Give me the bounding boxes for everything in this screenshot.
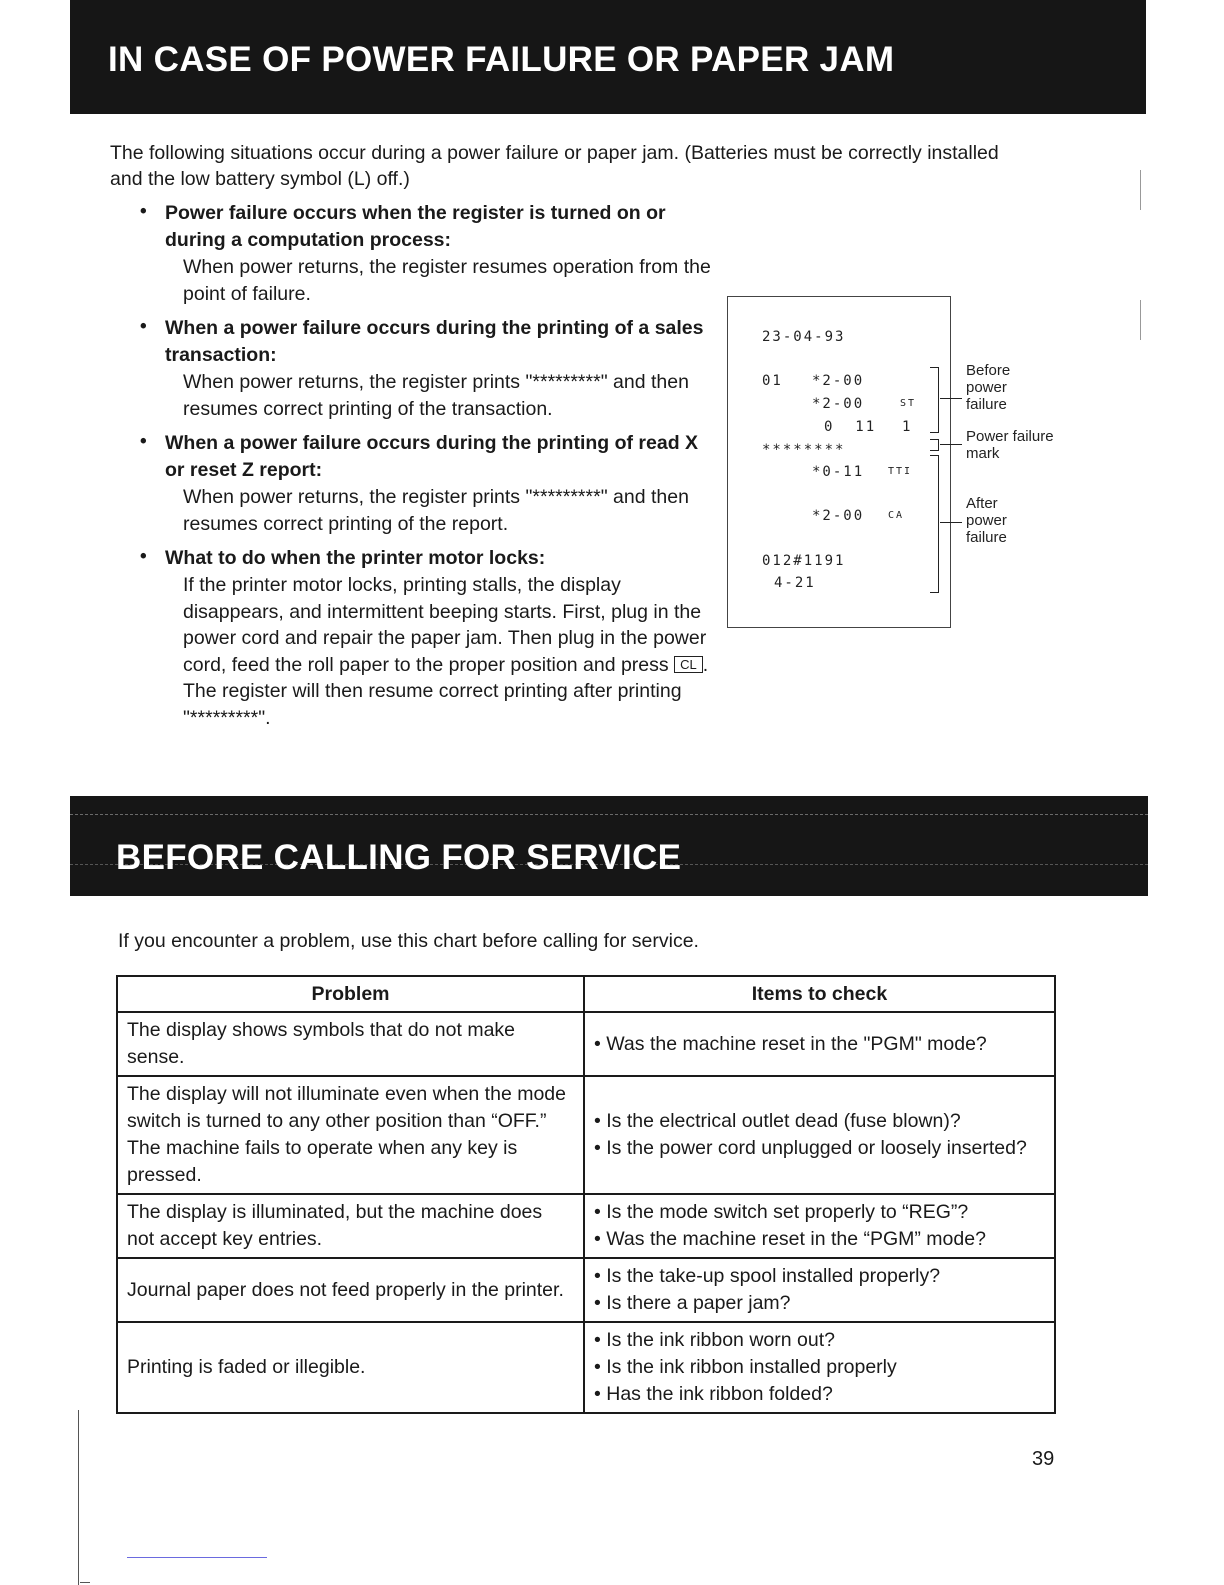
section-banner-power-failure: [70, 0, 1146, 114]
troubleshooting-table: [116, 975, 1056, 1414]
bullet-body: When power returns, the register prints "*********" and then resumes correct printing of the report.: [183, 486, 689, 535]
check-item: • Is there a paper jam?: [594, 1292, 791, 1314]
receipt-tag: TTI: [888, 466, 913, 477]
receipt-tag: ST: [900, 398, 917, 409]
bullet-icon: •: [140, 201, 147, 222]
problem-cell: The display shows symbols that do not make sense.: [117, 1012, 584, 1076]
bullet-body: When power returns, the register prints "*********" and then resumes correct printing of the transaction.: [183, 371, 689, 420]
receipt-line: *2-00: [812, 373, 865, 389]
receipt-failure-mark: ********: [762, 442, 846, 458]
check-item: • Is the mode switch set properly to “REG”?: [594, 1201, 969, 1223]
bullet-icon: •: [140, 546, 147, 567]
problem-cell: Printing is faded or illegible.: [117, 1322, 584, 1413]
section-title: IN CASE OF POWER FAILURE OR PAPER JAM: [108, 40, 895, 79]
table-row: [117, 1322, 1055, 1413]
bracket-before: [930, 367, 939, 433]
receipt-line: 01: [762, 373, 783, 389]
problem-cell: Journal paper does not feed properly in the printer.: [117, 1258, 584, 1322]
bullet-heading: When a power failure occurs during the printing of read X or reset Z report:: [165, 432, 699, 481]
checks-cell: [584, 1012, 1055, 1076]
callout-line: [940, 444, 962, 445]
page-number: 39: [1032, 1448, 1055, 1470]
table-row: [117, 1076, 1055, 1194]
checks-cell: [584, 1076, 1055, 1194]
callout-line: [940, 522, 962, 523]
checks-cell: [584, 1322, 1055, 1413]
margin-rule: [80, 1582, 90, 1583]
bullet-icon: •: [140, 316, 147, 337]
list-item: [140, 430, 715, 537]
cl-key-icon: CL: [674, 656, 703, 673]
section-title: BEFORE CALLING FOR SERVICE: [116, 838, 682, 877]
service-intro: If you encounter a problem, use this chart before calling for service.: [118, 930, 699, 952]
bullet-icon: •: [140, 431, 147, 452]
checks-cell: [584, 1258, 1055, 1322]
callout-before: Before power failure: [966, 362, 1011, 413]
margin-rule: [78, 1410, 79, 1585]
footer-rule: [127, 1557, 267, 1558]
intro-paragraph: The following situations occur during a power failure or paper jam. (Batteries must be correctly installed and the low battery symbol (L) off.): [110, 142, 999, 190]
bullet-body: [165, 572, 715, 731]
receipt-tag: CA: [888, 510, 905, 521]
list-item: [140, 545, 715, 731]
check-item: • Is the ink ribbon worn out?: [594, 1329, 835, 1351]
body-text: . The register will then resume correct printing after printing "*********".: [183, 653, 709, 729]
callout-mark: Power failure mark: [966, 428, 1054, 462]
section-banner-service: [70, 796, 1148, 896]
receipt-date: 23-04-93: [762, 329, 846, 345]
list-item: [140, 315, 715, 422]
receipt-line: *2-00: [812, 508, 865, 524]
problem-cell: The display will not illuminate even when the mode switch is turned to any other position than “OFF.” The machine fails to operate when any key is pressed.: [117, 1076, 584, 1194]
bullet-list: [140, 200, 715, 739]
bullet-heading: Power failure occurs when the register is turned on or during a computation process:: [165, 202, 666, 251]
bracket-after: [930, 455, 939, 593]
check-item: • Is the power cord unplugged or loosely inserted?: [594, 1137, 1027, 1159]
checks-cell: [584, 1194, 1055, 1258]
receipt-line: 012#1191: [762, 553, 846, 569]
bullet-heading: When a power failure occurs during the printing of a sales transaction:: [165, 317, 704, 366]
column-header: Items to check: [584, 976, 1055, 1012]
receipt-line: 0 11: [824, 419, 877, 435]
receipt-line: *2-00: [812, 396, 865, 412]
problem-cell: The display is illuminated, but the machine does not accept key entries.: [117, 1194, 584, 1258]
check-item: • Is the ink ribbon installed properly: [594, 1356, 897, 1378]
bullet-body: When power returns, the register resumes operation from the point of failure.: [183, 256, 711, 305]
column-header: Problem: [117, 976, 584, 1012]
callout-after: After power failure: [966, 495, 1007, 546]
scan-mark: [1140, 300, 1141, 340]
check-item: • Was the machine reset in the "PGM" mode?: [594, 1032, 987, 1055]
body-text: If the printer motor locks, printing stalls, the display disappears, and intermittent beeping starts. First, plug in the power cord and repair the paper jam. Then plug in the power cord, feed the roll paper to the proper position and press: [183, 574, 707, 676]
check-item: • Is the electrical outlet dead (fuse blown)?: [594, 1110, 961, 1132]
check-item: • Has the ink ribbon folded?: [594, 1383, 833, 1405]
receipt-line: *0-11: [812, 464, 865, 480]
callout-line: [940, 398, 962, 399]
bracket-mark: [930, 439, 939, 451]
table-row: [117, 1258, 1055, 1322]
table-row: [117, 1012, 1055, 1076]
receipt-line: 4-21: [774, 575, 816, 591]
check-item: • Was the machine reset in the “PGM” mode?: [594, 1228, 986, 1250]
bullet-heading: What to do when the printer motor locks:: [165, 547, 546, 569]
table-header-row: [117, 976, 1055, 1012]
divider: [70, 814, 1148, 815]
receipt-tag: 1: [902, 419, 913, 435]
scan-mark: [1140, 170, 1141, 210]
receipt-illustration: [727, 296, 951, 628]
table-row: [117, 1194, 1055, 1258]
list-item: [140, 200, 715, 307]
check-item: • Is the take-up spool installed properly?: [594, 1265, 941, 1287]
